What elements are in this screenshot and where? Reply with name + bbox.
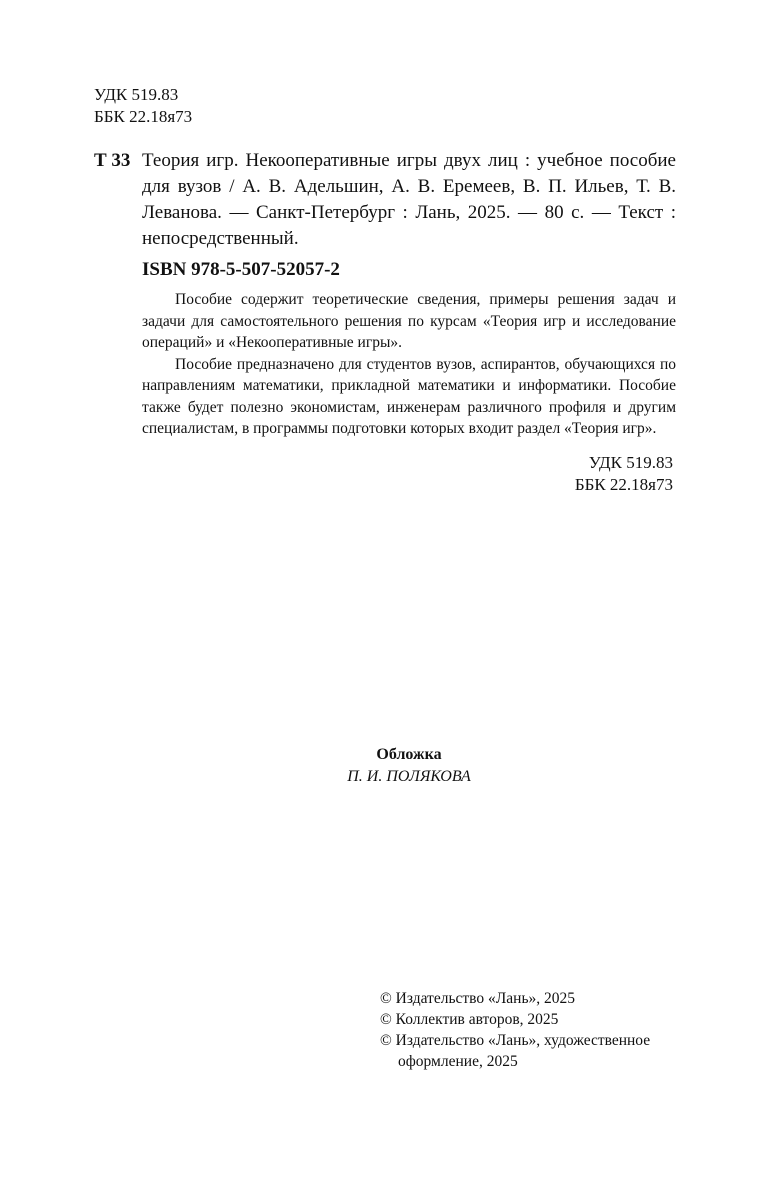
cover-credit — [142, 744, 676, 788]
udk-code: УДК 519.83 — [94, 85, 179, 104]
classification-footer — [575, 452, 673, 496]
annotation-paragraph: Пособие содержит теоретические сведения, примеры решения задач и задачи для самостоятельного решения по курсам «Теория игр и исследование операций» и «Некооперативные игры». — [142, 291, 676, 351]
copyright-notice: © Издательство «Лань», художественное оформление, 2025 — [380, 1032, 651, 1070]
bibliographic-description: Теория игр. Некооперативные игры двух лиц : учебное пособие для вузов / А. В. Адельшин, А. В. Еремеев, В. П. Ильев, Т. В. Леванова. — Санкт-Петербург : Лань, 2025. — 80 с. — Текст : непосредственный. — [142, 150, 676, 249]
isbn: ISBN 978-5-507-52057-2 — [142, 259, 340, 280]
bbk-code: ББК 22.18я73 — [574, 475, 673, 494]
annotation-paragraph: Пособие предназначено для студентов вузов, аспирантов, обучающихся по направлениям математики, прикладной математики и информатики. Пособие также будет полезно экономистам, инженерам различного профиля и другим специалистам, в программы подготовки которых входит раздел «Теория игр». — [142, 355, 676, 437]
cover-credit-label: Обложка — [376, 746, 442, 763]
copyright-notice: © Коллектив авторов, 2025 — [380, 1011, 559, 1028]
author-mark: Т 33 — [94, 150, 131, 171]
bbk-code: ББК 22.18я73 — [94, 107, 193, 126]
classification-header — [94, 84, 192, 128]
copyright-notice: © Издательство «Лань», 2025 — [380, 990, 576, 1007]
cover-designer-name: П. И. ПОЛЯКОВА — [347, 768, 471, 785]
copyright-notices — [380, 988, 680, 1072]
annotation — [142, 289, 676, 440]
udk-code: УДК 519.83 — [588, 453, 673, 472]
